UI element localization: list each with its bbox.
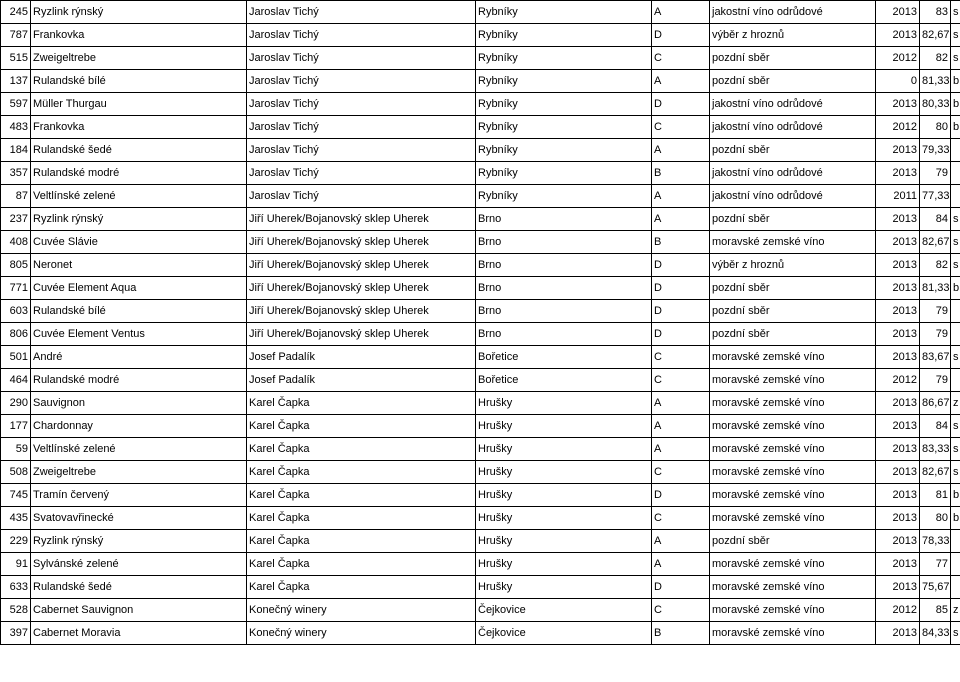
producer-cell: Jaroslav Tichý [247, 162, 476, 185]
medal-cell: s [951, 47, 960, 70]
location-cell: Rybníky [476, 116, 652, 139]
wine-id-cell: 633 [1, 576, 31, 599]
producer-cell: Jaroslav Tichý [247, 24, 476, 47]
wine-name-cell: Svatovavřinecké [31, 507, 247, 530]
location-cell: Bořetice [476, 369, 652, 392]
score-cell: 79 [920, 162, 951, 185]
score-cell: 82,67 [920, 231, 951, 254]
producer-cell: Jiří Uherek/Bojanovský sklep Uherek [247, 300, 476, 323]
wine-id-cell: 787 [1, 24, 31, 47]
wine-name-cell: Neronet [31, 254, 247, 277]
category-cell: D [652, 24, 710, 47]
quality-class-cell: moravské zemské víno [710, 484, 876, 507]
table-row [1, 47, 960, 70]
medal-cell: z [951, 599, 960, 622]
medal-cell: s [951, 461, 960, 484]
wine-name-cell: Zweigeltrebe [31, 461, 247, 484]
producer-cell: Jaroslav Tichý [247, 70, 476, 93]
producer-cell: Karel Čapka [247, 461, 476, 484]
producer-cell: Karel Čapka [247, 507, 476, 530]
category-cell: D [652, 254, 710, 277]
location-cell: Hrušky [476, 415, 652, 438]
table-row [1, 93, 960, 116]
wine-id-cell: 528 [1, 599, 31, 622]
wine-name-cell: Veltlínské zelené [31, 438, 247, 461]
category-cell: D [652, 323, 710, 346]
category-cell: A [652, 530, 710, 553]
score-cell: 81 [920, 484, 951, 507]
medal-cell [951, 530, 960, 553]
location-cell: Hrušky [476, 507, 652, 530]
medal-cell [951, 300, 960, 323]
score-cell: 79 [920, 300, 951, 323]
table-row [1, 438, 960, 461]
category-cell: C [652, 461, 710, 484]
location-cell: Hrušky [476, 484, 652, 507]
quality-class-cell: moravské zemské víno [710, 438, 876, 461]
quality-class-cell: moravské zemské víno [710, 369, 876, 392]
vintage-cell: 2013 [876, 1, 920, 24]
table-row [1, 139, 960, 162]
wine-name-cell: Rulandské šedé [31, 139, 247, 162]
category-cell: D [652, 484, 710, 507]
vintage-cell: 2013 [876, 507, 920, 530]
vintage-cell: 2013 [876, 392, 920, 415]
score-cell: 77,33 [920, 185, 951, 208]
location-cell: Hrušky [476, 553, 652, 576]
quality-class-cell: moravské zemské víno [710, 392, 876, 415]
score-cell: 80,33 [920, 93, 951, 116]
location-cell: Hrušky [476, 438, 652, 461]
quality-class-cell: moravské zemské víno [710, 553, 876, 576]
quality-class-cell: moravské zemské víno [710, 346, 876, 369]
table-row [1, 553, 960, 576]
wine-name-cell: Cabernet Moravia [31, 622, 247, 645]
medal-cell: b [951, 277, 960, 300]
medal-cell: b [951, 116, 960, 139]
wine-name-cell: Sylvánské zelené [31, 553, 247, 576]
wine-name-cell: Sauvignon [31, 392, 247, 415]
wine-name-cell: Ryzlink rýnský [31, 1, 247, 24]
wine-id-cell: 435 [1, 507, 31, 530]
producer-cell: Jaroslav Tichý [247, 116, 476, 139]
category-cell: A [652, 438, 710, 461]
quality-class-cell: pozdní sběr [710, 300, 876, 323]
vintage-cell: 2012 [876, 599, 920, 622]
wine-id-cell: 508 [1, 461, 31, 484]
vintage-cell: 2013 [876, 346, 920, 369]
wine-id-cell: 290 [1, 392, 31, 415]
location-cell: Hrušky [476, 461, 652, 484]
vintage-cell: 2012 [876, 47, 920, 70]
vintage-cell: 0 [876, 70, 920, 93]
wine-name-cell: Cuvée Element Ventus [31, 323, 247, 346]
medal-cell: b [951, 70, 960, 93]
wine-name-cell: Rulandské modré [31, 162, 247, 185]
wine-id-cell: 483 [1, 116, 31, 139]
table-row [1, 415, 960, 438]
category-cell: B [652, 231, 710, 254]
quality-class-cell: moravské zemské víno [710, 415, 876, 438]
medal-cell [951, 162, 960, 185]
medal-cell [951, 185, 960, 208]
category-cell: C [652, 599, 710, 622]
score-cell: 84,33 [920, 622, 951, 645]
category-cell: C [652, 346, 710, 369]
medal-cell [951, 323, 960, 346]
location-cell: Rybníky [476, 93, 652, 116]
quality-class-cell: pozdní sběr [710, 70, 876, 93]
category-cell: A [652, 185, 710, 208]
quality-class-cell: pozdní sběr [710, 277, 876, 300]
wine-name-cell: Rulandské modré [31, 369, 247, 392]
score-cell: 82 [920, 47, 951, 70]
wine-id-cell: 177 [1, 415, 31, 438]
quality-class-cell: moravské zemské víno [710, 576, 876, 599]
wine-name-cell: Ryzlink rýnský [31, 530, 247, 553]
producer-cell: Karel Čapka [247, 484, 476, 507]
table-row [1, 576, 960, 599]
vintage-cell: 2013 [876, 415, 920, 438]
quality-class-cell: moravské zemské víno [710, 599, 876, 622]
table-row [1, 24, 960, 47]
location-cell: Brno [476, 300, 652, 323]
producer-cell: Karel Čapka [247, 576, 476, 599]
producer-cell: Jiří Uherek/Bojanovský sklep Uherek [247, 323, 476, 346]
wine-id-cell: 137 [1, 70, 31, 93]
location-cell: Brno [476, 208, 652, 231]
score-cell: 77 [920, 553, 951, 576]
score-cell: 81,33 [920, 277, 951, 300]
medal-cell [951, 576, 960, 599]
vintage-cell: 2013 [876, 530, 920, 553]
table-row [1, 116, 960, 139]
table-row [1, 231, 960, 254]
score-cell: 84 [920, 415, 951, 438]
table-row [1, 484, 960, 507]
producer-cell: Jiří Uherek/Bojanovský sklep Uherek [247, 277, 476, 300]
vintage-cell: 2013 [876, 139, 920, 162]
score-cell: 83 [920, 1, 951, 24]
category-cell: A [652, 139, 710, 162]
producer-cell: Jiří Uherek/Bojanovský sklep Uherek [247, 231, 476, 254]
table-row [1, 323, 960, 346]
score-cell: 79,33 [920, 139, 951, 162]
wine-name-cell: André [31, 346, 247, 369]
table-row [1, 599, 960, 622]
table-row [1, 461, 960, 484]
vintage-cell: 2013 [876, 208, 920, 231]
score-cell: 79 [920, 369, 951, 392]
producer-cell: Karel Čapka [247, 392, 476, 415]
category-cell: A [652, 70, 710, 93]
table-row [1, 208, 960, 231]
table-row [1, 530, 960, 553]
vintage-cell: 2013 [876, 254, 920, 277]
location-cell: Rybníky [476, 47, 652, 70]
category-cell: A [652, 392, 710, 415]
vintage-cell: 2013 [876, 622, 920, 645]
score-cell: 80 [920, 116, 951, 139]
category-cell: C [652, 507, 710, 530]
quality-class-cell: výběr z hroznů [710, 254, 876, 277]
location-cell: Hrušky [476, 392, 652, 415]
location-cell: Čejkovice [476, 599, 652, 622]
medal-cell: s [951, 24, 960, 47]
wine-id-cell: 245 [1, 1, 31, 24]
medal-cell: s [951, 346, 960, 369]
wine-name-cell: Rulandské bílé [31, 300, 247, 323]
quality-class-cell: jakostní víno odrůdové [710, 116, 876, 139]
wine-id-cell: 87 [1, 185, 31, 208]
vintage-cell: 2013 [876, 300, 920, 323]
quality-class-cell: jakostní víno odrůdové [710, 162, 876, 185]
location-cell: Brno [476, 254, 652, 277]
category-cell: D [652, 576, 710, 599]
wine-id-cell: 501 [1, 346, 31, 369]
medal-cell [951, 139, 960, 162]
producer-cell: Jiří Uherek/Bojanovský sklep Uherek [247, 208, 476, 231]
wine-id-cell: 515 [1, 47, 31, 70]
location-cell: Brno [476, 231, 652, 254]
producer-cell: Karel Čapka [247, 415, 476, 438]
medal-cell: s [951, 254, 960, 277]
wine-name-cell: Rulandské šedé [31, 576, 247, 599]
wine-id-cell: 237 [1, 208, 31, 231]
table-row [1, 622, 960, 645]
wine-id-cell: 59 [1, 438, 31, 461]
producer-cell: Karel Čapka [247, 438, 476, 461]
vintage-cell: 2013 [876, 323, 920, 346]
vintage-cell: 2012 [876, 369, 920, 392]
location-cell: Rybníky [476, 139, 652, 162]
vintage-cell: 2011 [876, 185, 920, 208]
quality-class-cell: pozdní sběr [710, 530, 876, 553]
producer-cell: Jiří Uherek/Bojanovský sklep Uherek [247, 254, 476, 277]
medal-cell: s [951, 208, 960, 231]
table-row [1, 185, 960, 208]
score-cell: 86,67 [920, 392, 951, 415]
producer-cell: Jaroslav Tichý [247, 139, 476, 162]
vintage-cell: 2013 [876, 24, 920, 47]
producer-cell: Jaroslav Tichý [247, 1, 476, 24]
quality-class-cell: pozdní sběr [710, 208, 876, 231]
producer-cell: Karel Čapka [247, 530, 476, 553]
medal-cell: s [951, 622, 960, 645]
table-body [1, 1, 960, 645]
wine-id-cell: 597 [1, 93, 31, 116]
score-cell: 82 [920, 254, 951, 277]
quality-class-cell: pozdní sběr [710, 47, 876, 70]
location-cell: Brno [476, 323, 652, 346]
quality-class-cell: moravské zemské víno [710, 507, 876, 530]
producer-cell: Jaroslav Tichý [247, 47, 476, 70]
wine-id-cell: 397 [1, 622, 31, 645]
quality-class-cell: moravské zemské víno [710, 231, 876, 254]
wine-id-cell: 745 [1, 484, 31, 507]
location-cell: Hrušky [476, 530, 652, 553]
table-row [1, 369, 960, 392]
category-cell: C [652, 47, 710, 70]
score-cell: 82,67 [920, 461, 951, 484]
producer-cell: Jaroslav Tichý [247, 93, 476, 116]
producer-cell: Karel Čapka [247, 553, 476, 576]
location-cell: Rybníky [476, 70, 652, 93]
location-cell: Čejkovice [476, 622, 652, 645]
wine-name-cell: Ryzlink rýnský [31, 208, 247, 231]
category-cell: B [652, 622, 710, 645]
wine-name-cell: Veltlínské zelené [31, 185, 247, 208]
category-cell: A [652, 208, 710, 231]
table-row [1, 162, 960, 185]
score-cell: 75,67 [920, 576, 951, 599]
table-row [1, 254, 960, 277]
producer-cell: Josef Padalík [247, 369, 476, 392]
quality-class-cell: jakostní víno odrůdové [710, 93, 876, 116]
producer-cell: Jaroslav Tichý [247, 185, 476, 208]
table-row [1, 1, 960, 24]
wine-name-cell: Cuvée Element Aqua [31, 277, 247, 300]
wine-name-cell: Tramín červený [31, 484, 247, 507]
category-cell: A [652, 415, 710, 438]
medal-cell: s [951, 438, 960, 461]
wine-id-cell: 805 [1, 254, 31, 277]
category-cell: D [652, 93, 710, 116]
wine-id-cell: 91 [1, 553, 31, 576]
medal-cell: b [951, 93, 960, 116]
score-cell: 81,33 [920, 70, 951, 93]
medal-cell: b [951, 507, 960, 530]
wine-id-cell: 184 [1, 139, 31, 162]
category-cell: D [652, 300, 710, 323]
producer-cell: Josef Padalík [247, 346, 476, 369]
score-cell: 82,67 [920, 24, 951, 47]
medal-cell: z [951, 392, 960, 415]
vintage-cell: 2012 [876, 116, 920, 139]
table-row [1, 346, 960, 369]
score-cell: 84 [920, 208, 951, 231]
quality-class-cell: moravské zemské víno [710, 461, 876, 484]
wine-name-cell: Cuvée Slávie [31, 231, 247, 254]
location-cell: Rybníky [476, 1, 652, 24]
location-cell: Rybníky [476, 162, 652, 185]
producer-cell: Konečný winery [247, 599, 476, 622]
table-row [1, 300, 960, 323]
vintage-cell: 2013 [876, 461, 920, 484]
wine-name-cell: Rulandské bílé [31, 70, 247, 93]
quality-class-cell: jakostní víno odrůdové [710, 185, 876, 208]
wine-id-cell: 408 [1, 231, 31, 254]
table-row [1, 70, 960, 93]
wine-name-cell: Frankovka [31, 116, 247, 139]
category-cell: C [652, 116, 710, 139]
vintage-cell: 2013 [876, 93, 920, 116]
quality-class-cell: jakostní víno odrůdové [710, 1, 876, 24]
wine-name-cell: Zweigeltrebe [31, 47, 247, 70]
vintage-cell: 2013 [876, 484, 920, 507]
medal-cell: b [951, 484, 960, 507]
score-cell: 79 [920, 323, 951, 346]
location-cell: Hrušky [476, 576, 652, 599]
quality-class-cell: moravské zemské víno [710, 622, 876, 645]
quality-class-cell: pozdní sběr [710, 323, 876, 346]
medal-cell: s [951, 415, 960, 438]
score-cell: 85 [920, 599, 951, 622]
wine-name-cell: Chardonnay [31, 415, 247, 438]
wine-id-cell: 357 [1, 162, 31, 185]
category-cell: A [652, 1, 710, 24]
producer-cell: Konečný winery [247, 622, 476, 645]
table-row [1, 277, 960, 300]
vintage-cell: 2013 [876, 438, 920, 461]
vintage-cell: 2013 [876, 576, 920, 599]
wine-name-cell: Müller Thurgau [31, 93, 247, 116]
category-cell: A [652, 553, 710, 576]
wine-name-cell: Frankovka [31, 24, 247, 47]
vintage-cell: 2013 [876, 553, 920, 576]
wine-id-cell: 771 [1, 277, 31, 300]
quality-class-cell: pozdní sběr [710, 139, 876, 162]
vintage-cell: 2013 [876, 231, 920, 254]
category-cell: D [652, 277, 710, 300]
wine-name-cell: Cabernet Sauvignon [31, 599, 247, 622]
table-row [1, 392, 960, 415]
score-cell: 83,67 [920, 346, 951, 369]
medal-cell: s [951, 231, 960, 254]
wine-id-cell: 806 [1, 323, 31, 346]
location-cell: Bořetice [476, 346, 652, 369]
table-row [1, 507, 960, 530]
wine-id-cell: 464 [1, 369, 31, 392]
quality-class-cell: výběr z hroznů [710, 24, 876, 47]
score-cell: 78,33 [920, 530, 951, 553]
vintage-cell: 2013 [876, 162, 920, 185]
medal-cell [951, 553, 960, 576]
medal-cell: s [951, 1, 960, 24]
medal-cell [951, 369, 960, 392]
location-cell: Brno [476, 277, 652, 300]
wine-id-cell: 229 [1, 530, 31, 553]
category-cell: B [652, 162, 710, 185]
score-cell: 83,33 [920, 438, 951, 461]
location-cell: Rybníky [476, 24, 652, 47]
wine-id-cell: 603 [1, 300, 31, 323]
vintage-cell: 2013 [876, 277, 920, 300]
location-cell: Rybníky [476, 185, 652, 208]
category-cell: C [652, 369, 710, 392]
score-cell: 80 [920, 507, 951, 530]
